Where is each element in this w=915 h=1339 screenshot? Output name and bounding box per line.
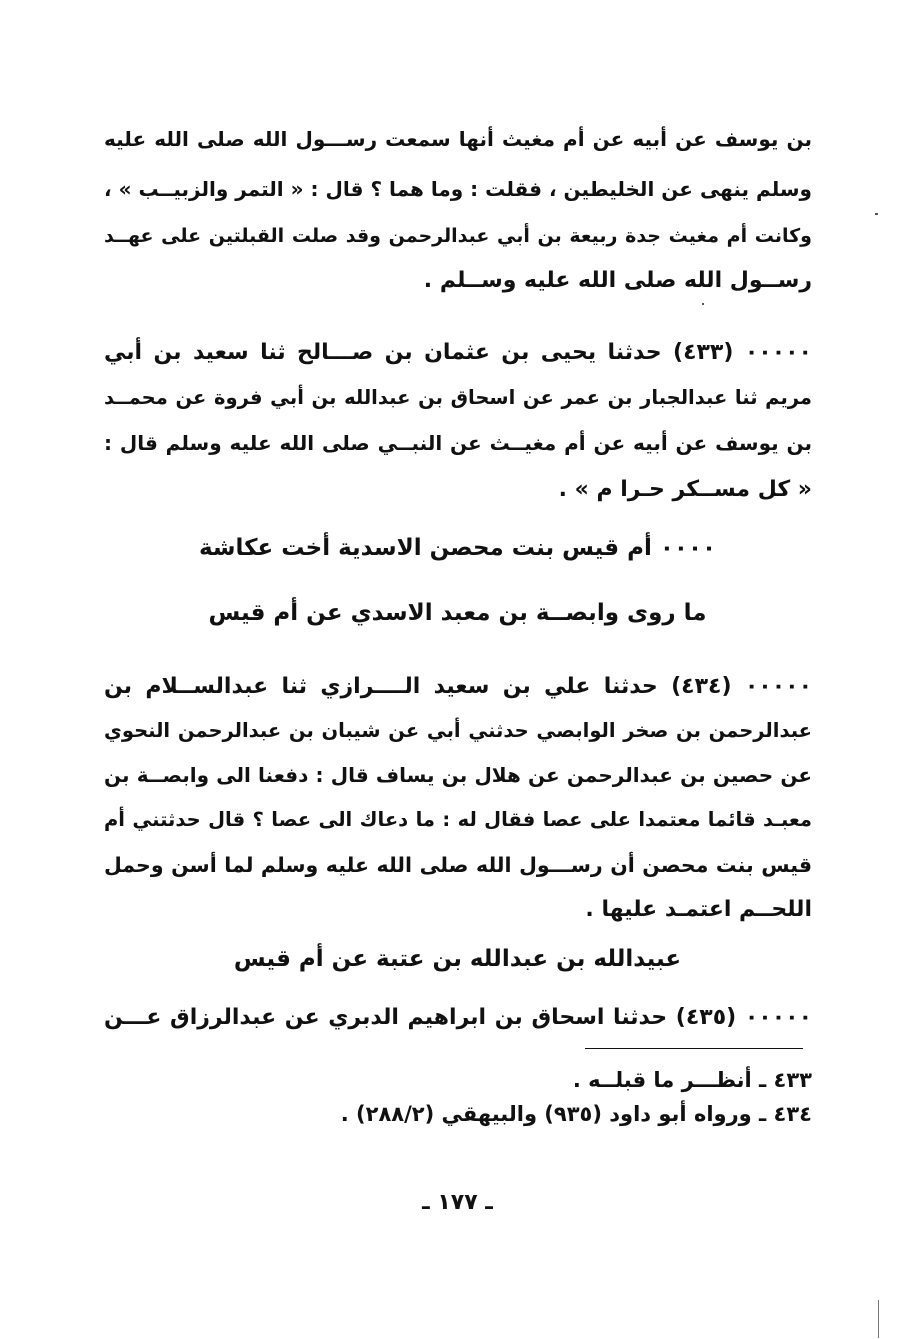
text-line: معبـد قائما معتمدا على عصا فقال له : ما دعاك الى عصا ؟ قال حدثتني أم (104, 808, 812, 831)
text-line: عبدالرحمن بن صخر الوابصي حدثني أبي عن شيبان بن عبدالرحمن النحوي (104, 719, 812, 742)
footnote: ٤٣٣ ـ أنظـــر ما قبلــه . (572, 1068, 812, 1092)
scan-speck (702, 303, 704, 305)
scan-speck (875, 213, 878, 215)
section-heading: عبيدالله بن عبدالله بن عتبة عن أم قيس (233, 946, 682, 972)
text-line: رســول الله صلى الله عليه وســلم . (423, 268, 812, 293)
section-heading: ما روى وابصــة بن معبد الاسدي عن أم قيس (208, 600, 707, 626)
text-line: ٠٠٠٠٠ (٤٣٣) حدثنا يحيى بن عثمان بن صـــالح ثنا سعيد بن أبي (104, 340, 812, 365)
section-heading: ٠٠٠٠ أم قيس بنت محصن الاسدية أخت عكاشة (198, 535, 717, 561)
text-line: قيس بنت محصن أن رســـول الله صلى الله عليه وسلم لما أسن وحمل (104, 853, 812, 877)
text-line: وكانت أم مغيث جدة ربيعة بن أبي عبدالرحمن وقد صلت القبلتين على عهــد (104, 225, 812, 247)
text-line: ٠٠٠٠٠ (٤٣٥) حدثنا اسحاق بن ابراهيم الدبري عن عبدالرزاق عـــن (104, 1005, 812, 1030)
text-line: « كل مســكر حـرا م » . (558, 477, 812, 502)
text-line: مريم ثنا عبدالجبار بن عمر عن اسحاق بن عبدالله بن أبي فروة عن محمــد (104, 386, 812, 409)
page-number: ـ ١٧٧ ـ (422, 1190, 493, 1215)
footnote-divider (585, 1048, 803, 1049)
text-line: بن يوسف عن أبيه عن أم مغيث أنها سمعت رســـول الله صلى الله عليه (104, 127, 812, 151)
text-line: بن يوسف عن أبيه عن أم مغيــث عن النبــي صلى الله عليه وسلم قال : (104, 431, 812, 455)
text-line: اللحــم اعتمـد عليها . (585, 897, 812, 922)
text-line: ٠٠٠٠٠ (٤٣٤) حدثنا علي بن سعيد الــــرازي ثنا عبدالســلام بن (104, 674, 813, 699)
text-line: وسلم ينهى عن الخليطين ، فقلت : وما هما ؟ قال : « التمر والزبيــب » ، (104, 177, 812, 201)
footnote: ٤٣٤ ـ ورواه أبو داود (٩٣٥) والبيهقي (٢٨٨/٢) . (340, 1102, 812, 1126)
text-line: عن حصين بن عبدالرحمن عن هلال بن يساف قال : دفعنا الى وابصــة بن (104, 763, 812, 787)
scan-margin-mark (878, 1300, 879, 1338)
